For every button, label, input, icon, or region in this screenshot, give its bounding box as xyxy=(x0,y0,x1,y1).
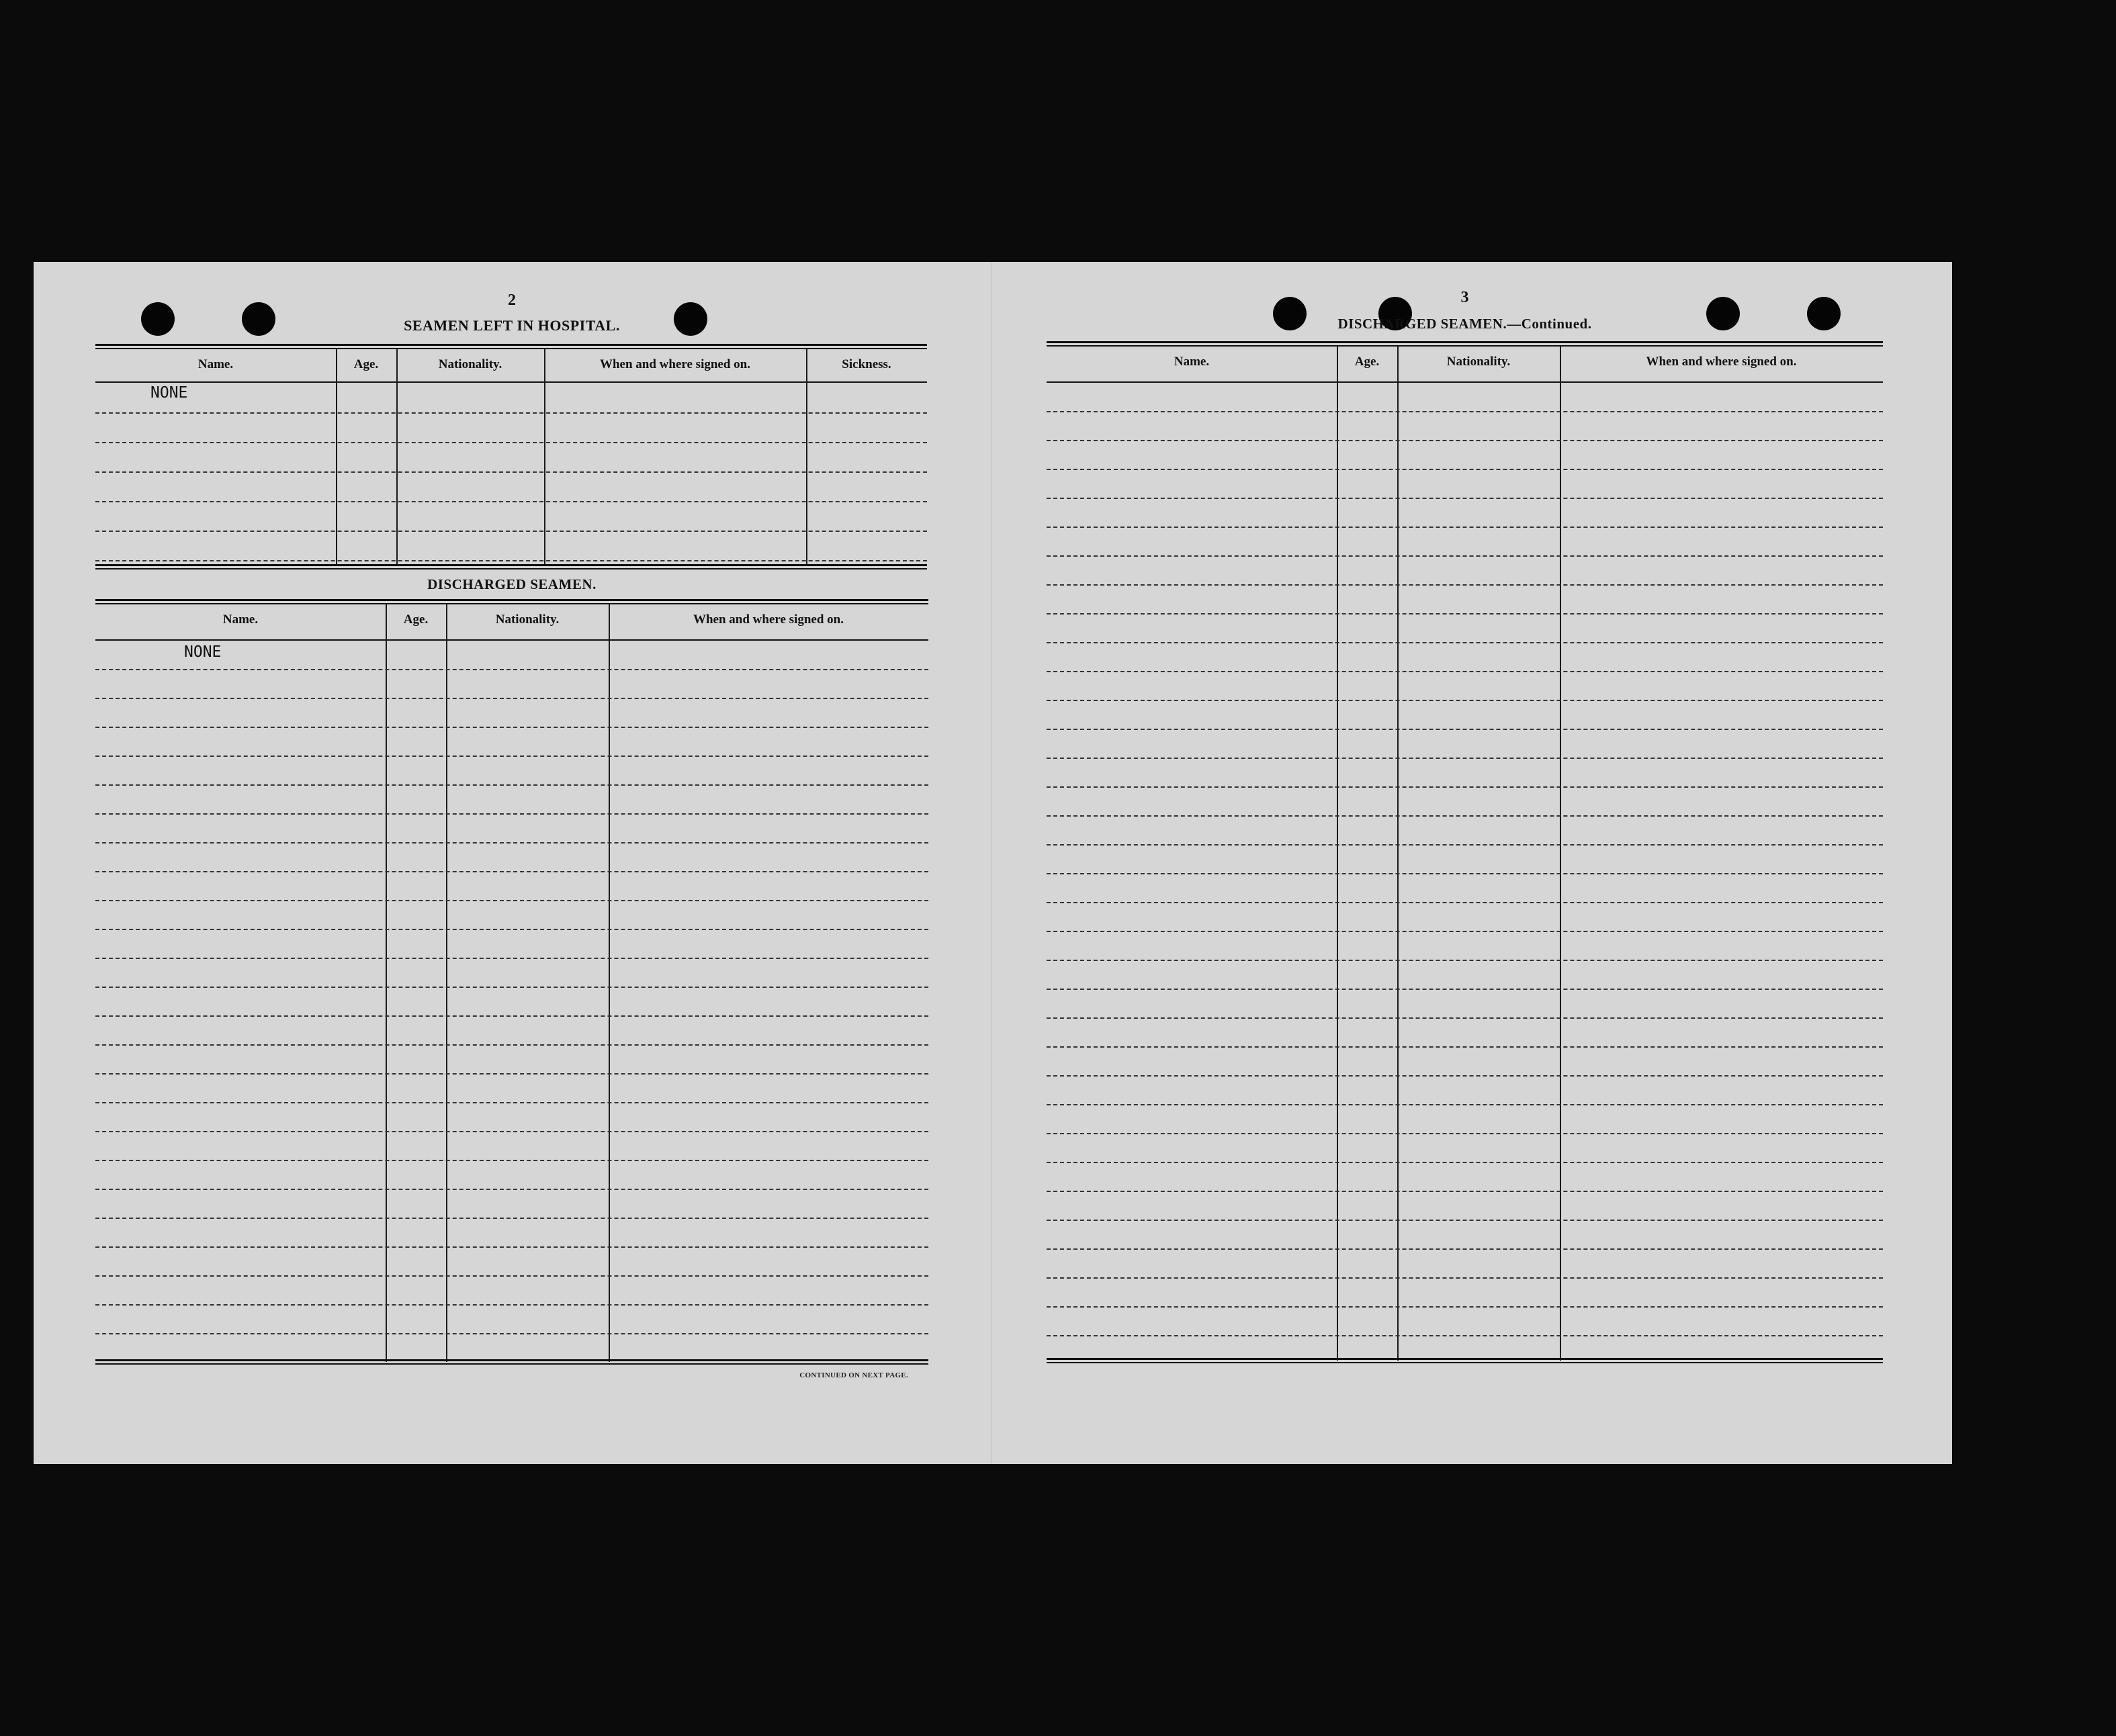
column-header-nationality: Nationality. xyxy=(495,612,560,627)
discharged-continued-title: DISCHARGED SEAMEN.—Continued. xyxy=(1337,316,1592,332)
discharged-entry-none: NONE xyxy=(184,643,222,661)
document-sheet xyxy=(34,262,1952,1464)
hospital-section-title: SEAMEN LEFT IN HOSPITAL. xyxy=(404,317,620,334)
column-header-name: Name. xyxy=(197,357,234,371)
column-header-signed-on: When and where signed on. xyxy=(599,357,750,371)
page-number: 3 xyxy=(1460,289,1469,306)
column-header-age: Age. xyxy=(403,612,429,627)
page-number: 2 xyxy=(508,291,516,309)
column-header-nationality: Nationality. xyxy=(438,357,502,371)
column-header-age: Age. xyxy=(1354,355,1380,369)
column-header-age: Age. xyxy=(353,357,379,371)
column-header-sickness: Sickness. xyxy=(842,357,891,371)
left-page xyxy=(95,262,928,1464)
discharged-table-left xyxy=(95,599,928,1365)
column-header-name: Name. xyxy=(222,612,259,627)
column-header-signed-on: When and where signed on. xyxy=(693,612,844,627)
discharged-table-right xyxy=(1047,341,1883,1363)
hospital-entry-none: NONE xyxy=(150,384,188,402)
page-fold xyxy=(991,262,992,1464)
column-header-name: Name. xyxy=(1174,355,1210,369)
discharged-section-title: DISCHARGED SEAMEN. xyxy=(427,576,597,592)
right-page xyxy=(1047,262,1883,1464)
continued-footer: CONTINUED ON NEXT PAGE. xyxy=(799,1371,908,1379)
column-header-signed-on: When and where signed on. xyxy=(1646,355,1797,369)
column-header-nationality: Nationality. xyxy=(1446,355,1511,369)
hospital-table xyxy=(95,344,927,567)
